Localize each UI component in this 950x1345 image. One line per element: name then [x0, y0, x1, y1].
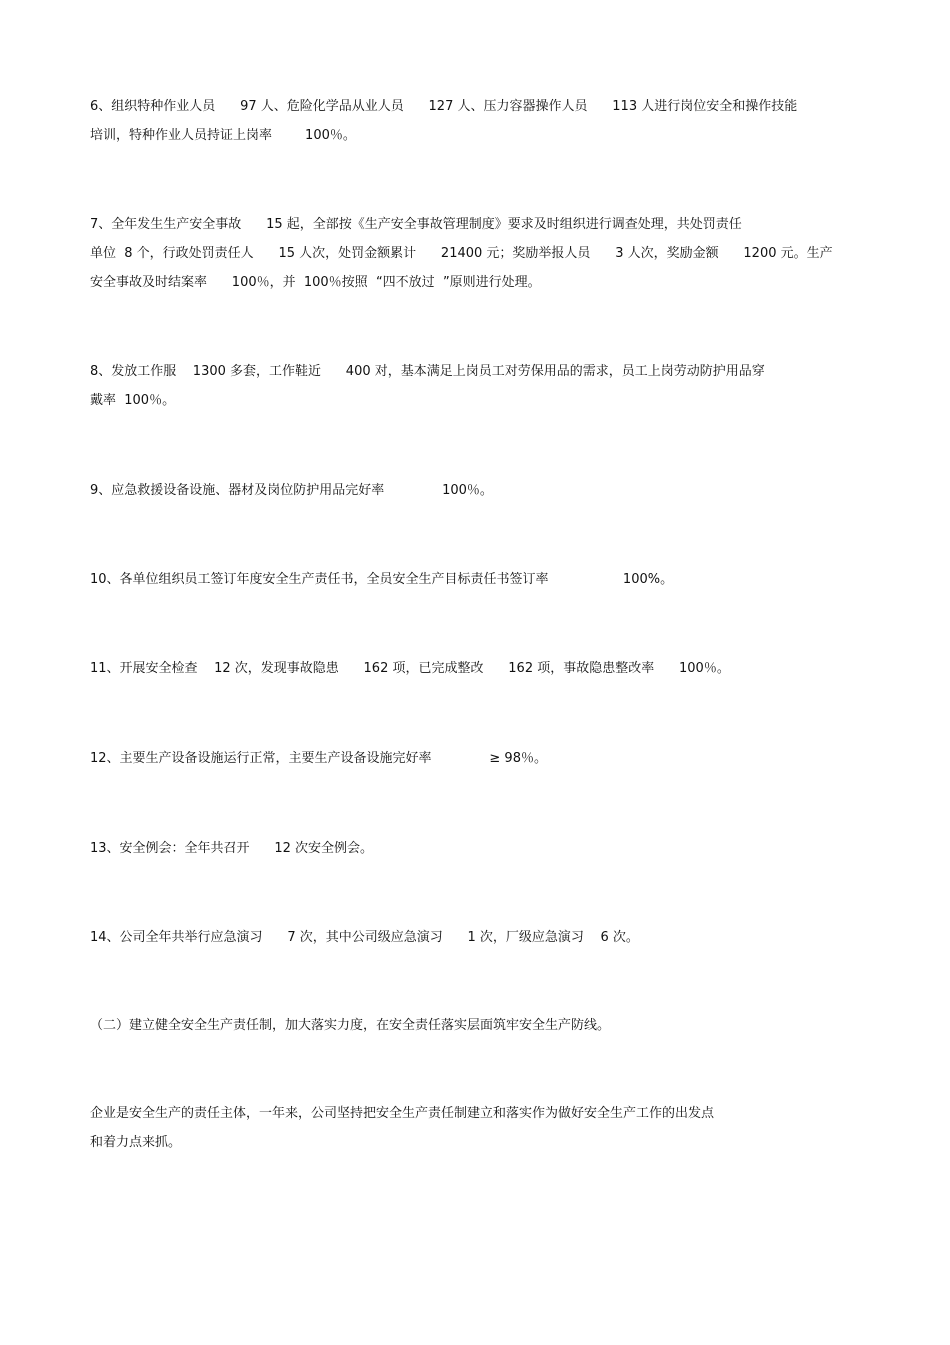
paragraph-line: 7、全年发生生产安全事故 15 起，全部按《生产安全事故管理制度》要求及时组织进行调查处理，共处罚责任	[90, 217, 742, 232]
section-heading	[90, 1011, 870, 1040]
paragraph-item-12	[90, 744, 870, 773]
paragraph-item-9	[90, 476, 870, 505]
paragraph-item-8	[90, 357, 870, 415]
paragraph-line: 8、发放工作服 1300 多套，工作鞋近 400 对，基本满足上岗员工对劳保用品的需求，员工上岗劳动防护用品穿	[90, 364, 765, 379]
paragraph-line: 和着力点来抓。	[90, 1135, 182, 1150]
paragraph-line: 单位 8 个，行政处罚责任人 15 人次，处罚金额累计 21400 元；奖励举报人员 3 人次，奖励金额 1200 元。生产	[90, 246, 833, 261]
paragraph-line: 6、组织特种作业人员 97 人、危险化学品从业人员 127 人、压力容器操作人员 113 人进行岗位安全和操作技能	[90, 99, 798, 114]
paragraph-line: 企业是安全生产的责任主体，一年来，公司坚持把安全生产责任制建立和落实作为做好安全生产工作的出发点	[90, 1106, 715, 1121]
paragraph-line: 12、主要生产设备设施运行正常，主要生产设备设施完好率 ≥ 98％。	[90, 751, 547, 766]
paragraph-line: （二）建立健全安全生产责任制，加大落实力度，在安全责任落实层面筑牢安全生产防线。	[90, 1018, 611, 1033]
paragraph-line: 10、各单位组织员工签订年度安全生产责任书，全员安全生产目标责任书签订率 100%。	[90, 572, 674, 587]
paragraph-item-6	[90, 92, 870, 150]
paragraph-item-7	[90, 210, 870, 297]
paragraph-item-14	[90, 923, 870, 952]
paragraph-line: 戴率 100％。	[90, 393, 176, 408]
paragraph-line: 培训，特种作业人员持证上岗率 100％。	[90, 128, 356, 143]
paragraph-item-11	[90, 654, 870, 683]
paragraph-line: 11、开展安全检查 12 次，发现事故隐患 162 项，已完成整改 162 项，事故隐患整改率 100％。	[90, 661, 730, 676]
paragraph-line: 14、公司全年共举行应急演习 7 次，其中公司级应急演习 1 次，厂级应急演习 6 次。	[90, 930, 639, 945]
paragraph-line: 安全事故及时结案率 100％，并 100％按照 “四不放过 ”原则进行处理。	[90, 275, 541, 290]
paragraph-item-13	[90, 834, 870, 863]
paragraph-line: 9、应急救援设备设施、器材及岗位防护用品完好率 100％。	[90, 483, 493, 498]
paragraph-line: 13、安全例会：全年共召开 12 次安全例会。	[90, 841, 374, 856]
body-paragraph	[90, 1099, 870, 1157]
paragraph-item-10	[90, 565, 870, 594]
